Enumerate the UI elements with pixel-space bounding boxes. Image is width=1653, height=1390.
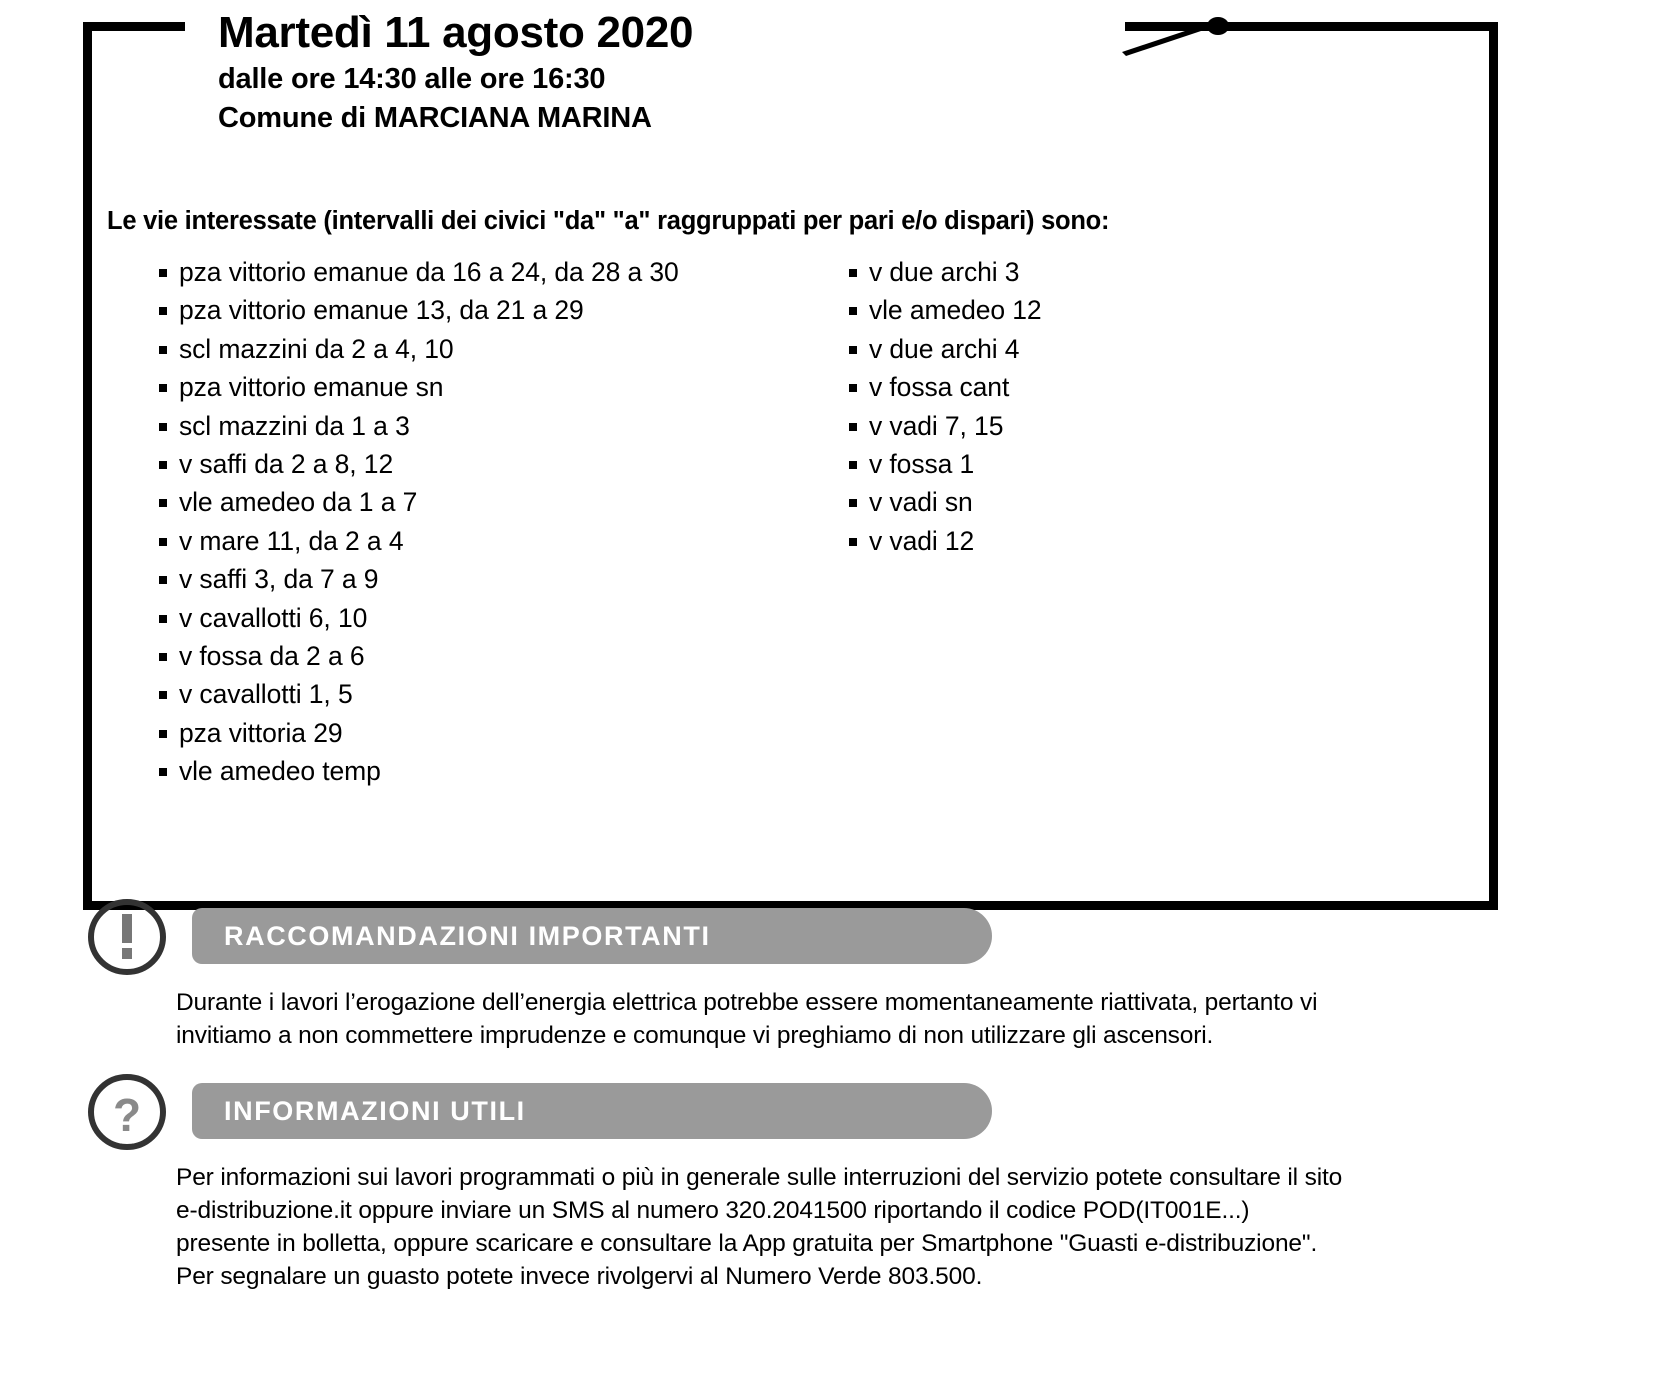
list-item: pza vittorio emanue sn [155,368,779,406]
list-item: v vadi 12 [845,522,1445,560]
streets-heading: Le vie interessate (intervalli dei civici "da" "a" raggruppati per pari e/o dispari) sono: [107,207,1110,235]
svg-text:?: ? [112,1089,142,1141]
list-item: v mare 11, da 2 a 4 [155,522,779,560]
recommendations-section [0,898,1653,1049]
recommendations-banner [192,908,992,964]
info-banner-row [0,1073,1653,1147]
list-item: v fossa cant [845,368,1445,406]
body-line: e-distribuzione.it oppure inviare un SMS al numero 320.2041500 riportando il codice POD(IT001E...) [176,1197,1250,1224]
list-item: v cavallotti 1, 5 [155,675,779,713]
list-item: v due archi 4 [845,330,1445,368]
list-item: vle amedeo 12 [845,291,1445,329]
info-body [176,1161,1476,1293]
list-item: v vadi 7, 15 [845,407,1445,445]
recommendations-banner-row [0,898,1653,972]
event-municipality-row [218,98,1318,138]
body-line: invitiamo a non commettere imprudenze e comunque vi preghiamo di non utilizzare gli ascensori. [176,1022,1214,1049]
municipality-label: Comune di [218,102,374,134]
exclamation-circle-icon [86,898,168,976]
body-line: presente in bolletta, oppure scaricare e consultare la App gratuita per Smartphone "Guasti e-distribuzione". [176,1230,1318,1257]
list-item: v due archi 3 [845,253,1445,291]
list-item: pza vittorio emanue 13, da 21 a 29 [155,291,779,329]
info-banner-title: INFORMAZIONI UTILI [224,1095,526,1126]
streets-columns [107,253,1447,791]
list-item: pza vittoria 29 [155,714,779,752]
streets-list-left [107,253,845,791]
list-item: vle amedeo temp [155,752,779,790]
list-item: vle amedeo da 1 a 7 [155,483,779,521]
info-section [0,1073,1653,1290]
body-line: Per segnalare un guasto potete invece rivolgervi al Numero Verde 803.500. [176,1263,983,1290]
info-banner [192,1083,992,1139]
question-circle-icon [86,1073,168,1151]
list-item: v fossa da 2 a 6 [155,637,779,675]
recommendations-body [176,986,1476,1052]
list-item: v saffi 3, da 7 a 9 [155,560,779,598]
list-item: scl mazzini da 2 a 4, 10 [155,330,779,368]
event-date: Martedì 11 agosto 2020 [218,8,694,57]
body-line: Per informazioni sui lavori programmati o più in generale sulle interruzioni del servizio potete consultare il sito [176,1164,1343,1191]
event-time-range: dalle ore 14:30 alle ore 16:30 [218,63,606,95]
list-item: scl mazzini da 1 a 3 [155,407,779,445]
list-item: pza vittorio emanue da 16 a 24, da 28 a 30 [155,253,779,291]
streets-list-right [845,253,1445,560]
list-item: v fossa 1 [845,445,1445,483]
list-item: v vadi sn [845,483,1445,521]
municipality-name: MARCIANA MARINA [373,102,652,134]
body-line: Durante i lavori l’erogazione dell’energia elettrica potrebbe essere momentaneamente riattivata, pertanto vi [176,989,1318,1016]
notice-header [218,0,1318,138]
list-item: v saffi da 2 a 8, 12 [155,445,779,483]
recommendations-banner-title: RACCOMANDAZIONI IMPORTANTI [224,920,711,951]
list-item: v cavallotti 6, 10 [155,599,779,637]
